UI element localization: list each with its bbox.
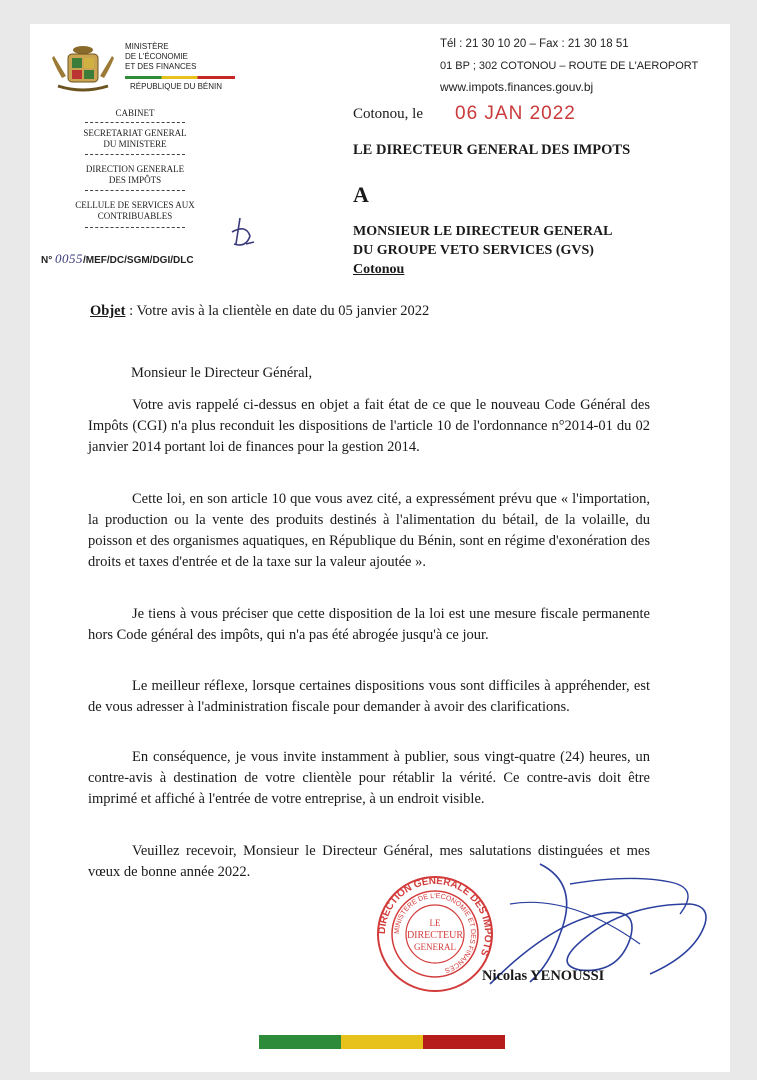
dept-secretariat-2: DU MINISTERE: [103, 139, 167, 149]
divider: [85, 190, 185, 191]
stamp-center-1: LE: [429, 918, 441, 928]
reference-number: [41, 251, 194, 267]
ministry-line-1: MINISTÈRE: [125, 42, 169, 51]
paragraph-1-text: Votre avis rappelé ci-dessus en objet a fait état de ce que le nouveau Code Général des Impôts (CGI) n'a plus reconduit les dispositions de l'article 10 de l'ordonnance n°2014-01 du 02 janvier 2014 portant loi de finances pour la gestion 2014.: [88, 397, 650, 455]
signatory-name: Nicolas YENOUSSI: [482, 968, 605, 984]
ref-suffix: /MEF/DC/SGM/DGI/DLC: [83, 255, 194, 266]
contact-phone: Tél : 21 30 10 20 – Fax : 21 30 18 51: [440, 38, 629, 50]
ref-handwritten-number: 0055: [55, 251, 84, 266]
paragraph-6-text: Veuillez recevoir, Monsieur le Directeur Général, mes salutations distinguées et mes vœux de bonne année 2022.: [88, 843, 650, 880]
paragraph-2: [88, 489, 650, 573]
stamp-center-2: DIRECTEUR: [406, 930, 464, 941]
contact-website: www.impots.finances.gouv.bj: [440, 80, 594, 94]
coat-of-arms-emblem: [48, 42, 118, 94]
paragraph-5-text: En conséquence, je vous invite instamment à publier, sous vingt-quatre (24) heures, un contre-avis à destination de votre clientèle pour rétablir la vérité. Ce contre-avis doit être imprimé et affiché à l'entrée de votre entreprise, à un endroit visible.: [88, 749, 650, 807]
dept-cabinet: CABINET: [115, 108, 155, 118]
stamp-outer-text: DIRECTION GENERALE DES IMPOTS: [376, 875, 494, 958]
recipient-city: Cotonou: [353, 262, 405, 277]
dept-dgi-2: DES IMPÔTS: [108, 175, 162, 185]
paragraph-3: [88, 604, 650, 646]
initials-scribble: [226, 214, 262, 254]
paragraph-2-text: Cette loi, en son article 10 que vous avez cité, a expressément prévu que « l'importation, la production ou la vente des produits destinés à l'alimentation du bétail, de la volaille, du poisson et des organismes aquatiques, en République du Bénin, sont en régime d'exonération des droits et taxes d'entrée et de la taxe sur la valeur ajoutée ».: [88, 491, 650, 570]
ministry-line-3: ET DES FINANCES: [125, 62, 197, 71]
ministry-name: [125, 42, 196, 72]
paragraph-5: [88, 747, 650, 810]
salutation: Monsieur le Directeur Général,: [131, 365, 313, 381]
paragraph-4: [88, 676, 650, 718]
letter-page: [30, 24, 730, 1072]
divider: [85, 122, 185, 123]
letter-date-stamp: 06 JAN 2022: [455, 103, 576, 124]
dept-cellule-2: CONTRIBUABLES: [97, 211, 173, 221]
subject-text: : Votre avis à la clientèle en date du 05 janvier 2022: [125, 303, 430, 319]
recipient-line-1: MONSIEUR LE DIRECTEUR GENERAL: [353, 224, 613, 239]
dept-dgi-1: DIRECTION GENERALE: [85, 164, 185, 174]
ministry-line-2: DE L'ÉCONOMIE: [125, 52, 188, 61]
footer-flag-yellow: [341, 1035, 423, 1049]
flag-line: [125, 76, 235, 79]
ref-prefix: N°: [41, 255, 53, 266]
letter-subject: [90, 303, 429, 320]
subject-label: Objet: [90, 303, 126, 319]
dept-cellule-1: CELLULE DE SERVICES AUX: [75, 200, 195, 210]
footer-flag-green: [259, 1035, 341, 1049]
stamp-center-3: GENERAL: [414, 942, 456, 952]
recipient-line-2: DU GROUPE VETO SERVICES (GVS): [353, 243, 594, 258]
letter-sender: LE DIRECTEUR GENERAL DES IMPOTS: [353, 142, 631, 158]
letter-place: Cotonou, le: [353, 106, 423, 122]
paragraph-4-text: Le meilleur réflexe, lorsque certaines dispositions vous sont difficiles à appréhender, est de vous adresser à l'administration fiscale pour demander à avoir des clarifications.: [88, 678, 650, 715]
paragraph-3-text: Je tiens à vous préciser que cette disposition de la loi est une mesure fiscale permanente hors Code général des impôts, qui n'a pas été abrogée jusqu'à ce jour.: [88, 606, 650, 643]
paragraph-1: [88, 395, 650, 458]
footer-flag-red: [423, 1035, 505, 1049]
letter-a: A: [353, 182, 369, 207]
stamp-inner-text: MINISTERE DE L'ECONOMIE ET DES FINANCES: [393, 892, 477, 974]
contact-address: 01 BP ; 302 COTONOU – ROUTE DE L'AEROPORT: [440, 60, 699, 72]
divider: [85, 154, 185, 155]
republic-name: RÉPUBLIQUE DU BÉNIN: [130, 82, 223, 91]
divider: [85, 227, 185, 228]
dept-secretariat-1: SECRETARIAT GENERAL: [83, 128, 187, 138]
